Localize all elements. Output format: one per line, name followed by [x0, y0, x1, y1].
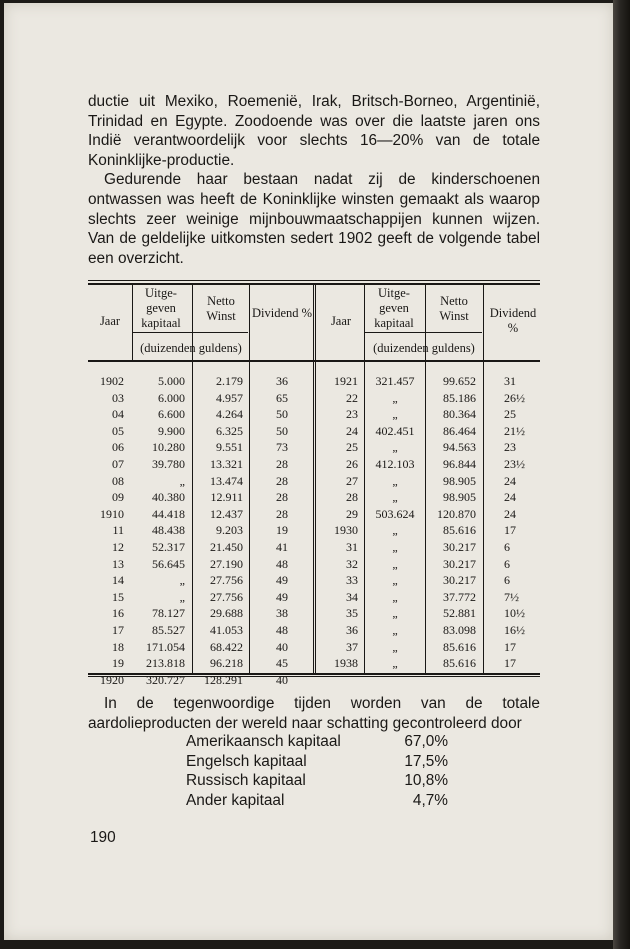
table-cell: 1921	[334, 374, 358, 388]
table-cell: 45	[276, 656, 288, 671]
intro-text	[88, 92, 540, 268]
table-cell: 412.103	[375, 456, 415, 471]
header-dividend: Dividend %	[489, 306, 537, 335]
table-cell: 12	[112, 539, 124, 554]
table-cell: 1920	[100, 672, 124, 687]
right-jaar-column	[316, 373, 358, 672]
unit-rule-right	[365, 332, 482, 333]
table-cell: 12.911	[210, 490, 243, 505]
table-cell: 73	[276, 440, 288, 455]
table-cell: 11	[112, 523, 124, 538]
table-cell: 05	[112, 423, 124, 438]
table-cell: 52.881	[443, 606, 476, 621]
table-cell: 18	[112, 639, 124, 654]
table-cell: „	[392, 622, 398, 637]
table-cell: 36	[276, 374, 288, 388]
table-cell: 98.905	[443, 490, 476, 505]
table-cell: 06	[112, 440, 124, 455]
table-cell: 120.870	[437, 506, 476, 521]
table-cell: 1930	[334, 523, 358, 538]
table-cell: 23½	[504, 456, 525, 471]
table-cell: 52.317	[152, 539, 185, 554]
table-cell: 03	[112, 390, 124, 405]
table-cell: 39.780	[152, 456, 185, 471]
table-cell: 32	[346, 556, 358, 571]
table-cell: 1938	[334, 656, 358, 671]
table-cell: „	[392, 656, 398, 671]
table-cell: 21.450	[210, 539, 243, 554]
table-cell: „	[392, 473, 398, 488]
table-cell: 68.422	[210, 639, 243, 654]
table-cell: 4.957	[216, 390, 243, 405]
table-cell: „	[179, 473, 185, 488]
table-cell: 9.551	[216, 440, 243, 455]
table-cell: 26½	[504, 390, 525, 405]
table-cell: „	[392, 440, 398, 455]
table-cell: 34	[346, 589, 358, 604]
table-cell: 13.321	[210, 456, 243, 471]
table-cell: 99.652	[443, 374, 476, 388]
table-cell: 41	[276, 539, 288, 554]
table-cell: 78.127	[152, 606, 185, 621]
table-cell: 85.616	[443, 639, 476, 654]
table-cell: 28	[276, 506, 288, 521]
table-cell: 6	[504, 556, 510, 571]
table-cell: 36	[346, 622, 358, 637]
table-cell: 28	[276, 473, 288, 488]
share-row	[186, 752, 448, 772]
table-cell: „	[392, 606, 398, 621]
table-cell: „	[392, 490, 398, 505]
table-cell: 50	[276, 423, 288, 438]
table-cell: 25	[346, 440, 358, 455]
table-cell: 10.280	[152, 440, 185, 455]
left-dividend-column	[250, 373, 314, 688]
table-cell: 17	[504, 639, 516, 654]
table-cell: 21½	[504, 423, 525, 438]
capital-shares	[186, 732, 448, 810]
paragraph-1: ductie uit Mexiko, Roemenië, Irak, Britsch-Borneo, Argentinië, Trinidad en Egypte. Zoodoende was over die laatste jaren ons Indië verantwoordelijk voor slechts 16—20% van de totale Koninklijke-productie.	[88, 93, 540, 169]
table-cell: 50	[276, 407, 288, 422]
header-winst: Netto Winst	[206, 294, 236, 323]
table-cell: „	[392, 573, 398, 588]
table-cell: 38	[276, 606, 288, 621]
table-cell: 86.464	[443, 423, 476, 438]
table-cell: 98.905	[443, 473, 476, 488]
page-edge-shadow	[613, 0, 630, 949]
table-cell: 40	[276, 639, 288, 654]
table-cell: 503.624	[375, 506, 415, 521]
share-value: 67,0%	[404, 733, 448, 750]
header-unit: (duizenden guldens)	[373, 341, 475, 355]
header-winst: Netto Winst	[439, 294, 469, 323]
header-dividend: Dividend %	[251, 306, 313, 320]
table-cell: 7½	[504, 589, 519, 604]
table-cell: 31	[504, 374, 516, 388]
table-cell: 12.437	[210, 506, 243, 521]
table-cell: 35	[346, 606, 358, 621]
table-cell: 65	[276, 390, 288, 405]
table-cell: 320.727	[146, 672, 185, 687]
share-row	[186, 771, 448, 791]
share-value: 10,8%	[404, 772, 448, 790]
table-cell: 41.053	[210, 622, 243, 637]
table-cell: 83.098	[443, 622, 476, 637]
table-cell: 29.688	[210, 606, 243, 621]
table-cell: 09	[112, 490, 124, 505]
table-cell: 27.190	[210, 556, 243, 571]
table-cell: 5.000	[158, 374, 185, 388]
table-cell: 1910	[100, 506, 124, 521]
table-cell: 31	[346, 539, 358, 554]
table-cell: 48	[276, 622, 288, 637]
table-cell: 1902	[100, 374, 124, 388]
table-cell: 22	[346, 390, 358, 405]
after-text	[88, 694, 540, 733]
table-cell: 85.186	[443, 390, 476, 405]
table-cell: 94.563	[443, 440, 476, 455]
table-cell: 37	[346, 639, 358, 654]
table-cell: 23	[346, 407, 358, 422]
table-cell: 26	[346, 456, 358, 471]
table-cell: 85.616	[443, 523, 476, 538]
table-cell: 37.772	[443, 589, 476, 604]
table-cell: 9.203	[216, 523, 243, 538]
share-label: Amerikaansch kapitaal	[186, 733, 341, 750]
table-cell: 6	[504, 573, 510, 588]
header-kapitaal: Uitge- geven kapitaal	[141, 286, 181, 330]
table-cell: 80.364	[443, 407, 476, 422]
table-cell: 16½	[504, 622, 525, 637]
table-cell: 28	[276, 456, 288, 471]
table-cell: 29	[346, 506, 358, 521]
share-row	[186, 791, 448, 811]
table-cell: 27.756	[210, 573, 243, 588]
share-label: Ander kapitaal	[186, 791, 285, 809]
table-cell: 07	[112, 456, 124, 471]
header-jaar: Jaar	[99, 314, 121, 328]
table-cell: 6.000	[158, 390, 185, 405]
table-cell: 48.438	[152, 523, 185, 538]
left-kapitaal-column	[132, 373, 185, 688]
table-cell: 24	[504, 490, 516, 505]
table-cell: 9.900	[158, 423, 185, 438]
table-cell: „	[392, 407, 398, 422]
table-cell: 27	[346, 473, 358, 488]
table-cell: 44.418	[152, 506, 185, 521]
table-cell: 40	[276, 672, 288, 687]
table-cell: 24	[504, 473, 516, 488]
table-cell: 08	[112, 473, 124, 488]
paragraph-2: Gedurende haar bestaan nadat zij de kinderschoenen ontwassen was heeft de Koninklijke winsten gemaakt als waarop slechts zeer weinige mijnbouwmaatschappijen kunnen wijzen. Van de geldelijke uitkomsten sedert 1902 geeft de volgende tabel een overzicht.	[88, 171, 540, 267]
table-cell: 28	[346, 490, 358, 505]
table-cell: 56.645	[152, 556, 185, 571]
table-cell: 213.818	[146, 656, 185, 671]
col-rule	[483, 285, 484, 673]
table-cell: 48	[276, 556, 288, 571]
table-cell: 24	[504, 506, 516, 521]
table-cell: 17	[112, 622, 124, 637]
table-cell: 19	[276, 523, 288, 538]
table-cell: „	[392, 639, 398, 654]
table-cell: 14	[112, 573, 124, 588]
table-cell: 96.844	[443, 456, 476, 471]
table-cell: 15	[112, 589, 124, 604]
table-cell: 27.756	[210, 589, 243, 604]
header-unit: (duizenden guldens)	[140, 341, 242, 355]
table-cell: 25	[504, 407, 516, 422]
table-cell: 4.264	[216, 407, 243, 422]
right-dividend-column	[504, 373, 540, 672]
profit-table	[88, 280, 540, 687]
table-cell: „	[392, 556, 398, 571]
table-top-rule-1	[88, 280, 540, 281]
paragraph-3: In de tegenwoordige tijden worden van de totale aardolieproducten der wereld naar schatting gecontroleerd door	[88, 695, 540, 732]
share-row	[186, 732, 448, 752]
table-cell: 33	[346, 573, 358, 588]
table-cell: 13	[112, 556, 124, 571]
left-winst-column	[192, 373, 243, 688]
share-value: 4,7%	[412, 791, 448, 809]
table-cell: 6.600	[158, 407, 185, 422]
table-cell: 17	[504, 523, 516, 538]
page-number: 190	[90, 829, 116, 846]
table-cell: 30.217	[443, 573, 476, 588]
table-cell: 6.325	[216, 423, 243, 438]
table-cell: 17	[504, 656, 516, 671]
table-cell: 40.380	[152, 490, 185, 505]
table-cell: „	[392, 589, 398, 604]
table-cell: 49	[276, 573, 288, 588]
share-label: Engelsch kapitaal	[186, 752, 307, 770]
header-jaar: Jaar	[330, 314, 352, 328]
table-cell: 49	[276, 589, 288, 604]
right-winst-column	[425, 373, 476, 672]
table-cell: 16	[112, 606, 124, 621]
table-cell: 19	[112, 656, 124, 671]
table-cell: 30.217	[443, 539, 476, 554]
table-cell: 13.474	[210, 473, 243, 488]
table-cell: „	[179, 589, 185, 604]
table-cell: 23	[504, 440, 516, 455]
table-cell: 28	[276, 490, 288, 505]
unit-rule-left	[133, 332, 248, 333]
header-kapitaal: Uitge- geven kapitaal	[374, 286, 414, 330]
table-cell: 85.527	[152, 622, 185, 637]
table-cell: 171.054	[146, 639, 185, 654]
table-cell: 30.217	[443, 556, 476, 571]
table-cell: 24	[346, 423, 358, 438]
table-cell: 04	[112, 407, 124, 422]
share-label: Russisch kapitaal	[186, 772, 306, 790]
table-cell: 2.179	[216, 374, 243, 388]
table-cell: „	[392, 390, 398, 405]
table-cell: 321.457	[375, 374, 415, 388]
share-value: 17,5%	[404, 752, 448, 770]
table-cell: 128.291	[204, 672, 243, 687]
table-cell: 85.616	[443, 656, 476, 671]
table-cell: 96.218	[210, 656, 243, 671]
table-cell: „	[392, 539, 398, 554]
table-cell: 10½	[504, 606, 525, 621]
table-cell: „	[179, 573, 185, 588]
right-kapitaal-column	[365, 373, 425, 672]
table-cell: „	[392, 523, 398, 538]
table-cell: 6	[504, 539, 510, 554]
table-cell: 402.451	[375, 423, 415, 438]
left-jaar-column	[88, 373, 124, 688]
